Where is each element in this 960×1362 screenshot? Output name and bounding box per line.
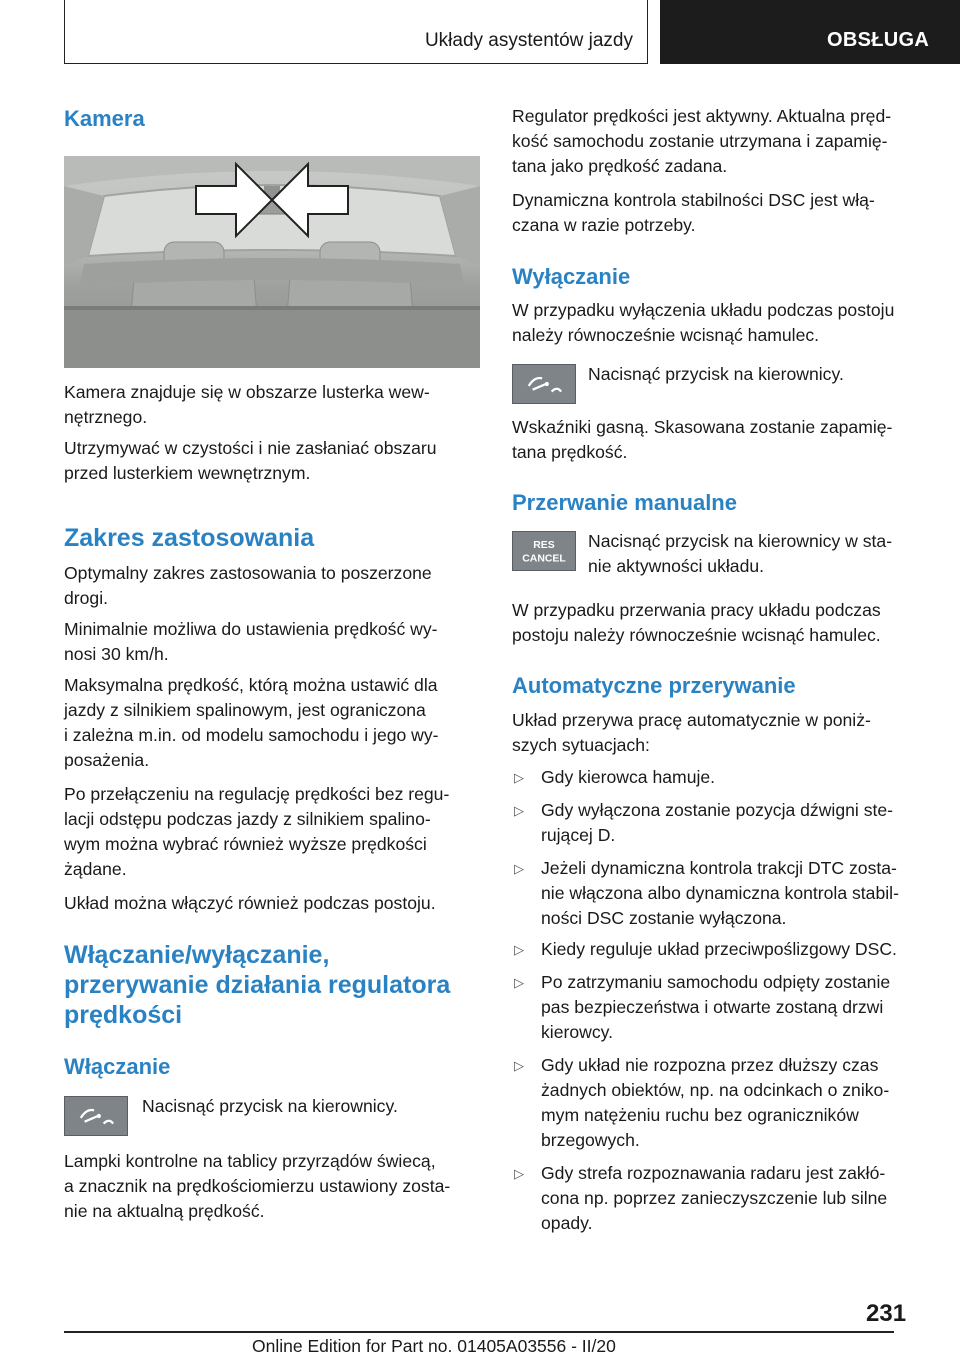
zakres-p1-line-2: drogi. xyxy=(64,588,109,608)
right-p1-line-3: tana jako prędkość zadana. xyxy=(512,156,728,176)
bullet-6-line-2: żadnych obiektów, np. na odcinkach o zniko- xyxy=(541,1080,890,1100)
zakres-p4-line-4: żądane. xyxy=(64,859,127,879)
bullet-7-line-3: opady. xyxy=(541,1213,593,1233)
bullet-5-marker: ▷ xyxy=(514,975,524,990)
kamera-text-2-line-1: Utrzymywać w czystości i nie zasłaniać obszaru xyxy=(64,438,437,458)
bullet-3-line-1: Jeżeli dynamiczna kontrola trakcji DTC zosta- xyxy=(541,858,897,878)
bullet-4-marker: ▷ xyxy=(514,942,524,957)
bullet-1-marker: ▷ xyxy=(514,770,524,785)
wlaczanie-button-text: Nacisnąć przycisk na kierownicy. xyxy=(142,1096,398,1116)
wylaczanie-button-text: Nacisnąć przycisk na kierownicy. xyxy=(588,364,844,384)
zakres-p4-line-3: wym można wybrać również wyższe prędkości xyxy=(64,834,427,854)
right-p2-line-1: Dynamiczna kontrola stabilności DSC jest włą- xyxy=(512,190,875,210)
bullet-3-line-3: ności DSC zostanie wyłączona. xyxy=(541,908,787,928)
wylaczanie-p-line-1: W przypadku wyłączenia układu podczas postoju xyxy=(512,300,895,320)
heading-zakres: Zakres zastosowania xyxy=(64,524,315,552)
heading-wlacz-line-2: przerywanie działania regulatora xyxy=(64,971,451,999)
zakres-p3-line-1: Maksymalna prędkość, którą można ustawić dla xyxy=(64,675,438,695)
bullet-7-line-2: cona np. poprzez zanieczyszczenie lub silne xyxy=(541,1188,888,1208)
speedometer-icon xyxy=(513,365,575,403)
zakres-p4-line-2: lacji odstępu podczas jazdy z silnikiem spalino- xyxy=(64,809,431,829)
right-p1-line-2: kość samochodu zostanie utrzymana i zapamię- xyxy=(512,131,888,151)
bullet-6-line-1: Gdy układ nie rozpozna przez dłuższy czas xyxy=(541,1055,879,1075)
right-p1-line-1: Regulator prędkości jest aktywny. Aktualna pręd- xyxy=(512,106,892,126)
heading-wlacz-line-3: prędkości xyxy=(64,1001,183,1029)
zakres-p2-line-1: Minimalnie możliwa do ustawienia prędkość wy- xyxy=(64,619,438,639)
bullet-2-marker: ▷ xyxy=(514,803,524,818)
bullet-2-line-2: rującej D. xyxy=(541,825,616,845)
car-interior-illustration xyxy=(64,156,480,368)
header-section-box xyxy=(64,0,648,64)
zakres-p4-line-1: Po przełączeniu na regulację prędkości bez regu- xyxy=(64,784,450,804)
heading-wylaczanie: Wyłączanie xyxy=(512,264,631,289)
kamera-text-1-line-1: Kamera znajduje się w obszarze lusterka wew- xyxy=(64,382,430,402)
heading-auto: Automatyczne przerywanie xyxy=(512,673,796,698)
res-label: RES xyxy=(533,540,555,552)
bullet-5-line-3: kierowcy. xyxy=(541,1022,614,1042)
heading-kamera: Kamera xyxy=(64,106,145,131)
bullet-1-line-1: Gdy kierowca hamuje. xyxy=(541,767,716,787)
cruise-off-button-icon xyxy=(512,364,576,404)
bullet-3-marker: ▷ xyxy=(514,861,524,876)
footer-edition: Online Edition for Part no. 01405A03556 - II/20 xyxy=(252,1336,616,1356)
bullet-2-line-1: Gdy wyłączona zostanie pozycja dźwigni ste- xyxy=(541,800,894,820)
zakres-p1-line-1: Optymalny zakres zastosowania to poszerzone xyxy=(64,563,432,583)
przerwanie-btn-text-line-2: nie aktywności układu. xyxy=(588,556,765,576)
bullet-7-line-1: Gdy strefa rozpoznawania radaru jest zakłó- xyxy=(541,1163,886,1183)
heading-wlaczanie: Włączanie xyxy=(64,1054,171,1079)
zakres-p2-line-2: nosi 30 km/h. xyxy=(64,644,169,664)
cancel-label: CANCEL xyxy=(522,553,566,565)
header-chapter-label: OBSŁUGA xyxy=(827,29,930,51)
auto-p-line-1: Układ przerywa pracę automatycznie w poniż- xyxy=(512,710,871,730)
header-section-title: Układy asystentów jazdy xyxy=(424,30,633,51)
bullet-5-line-1: Po zatrzymaniu samochodu odpięty zostanie xyxy=(541,972,891,992)
header-chapter-tab xyxy=(660,0,960,64)
right-p2-line-2: czana w razie potrzeby. xyxy=(512,215,696,235)
wylaczanie-p2-line-1: Wskaźniki gasną. Skasowana zostanie zapamię- xyxy=(512,417,893,437)
bullet-7-marker: ▷ xyxy=(514,1166,524,1181)
speedometer-icon xyxy=(65,1097,127,1135)
cruise-control-button-icon xyxy=(64,1096,128,1136)
bullet-6-line-3: mym natężeniu ruchu bez ograniczników xyxy=(541,1105,859,1125)
footer-rule xyxy=(64,1331,894,1333)
wlaczanie-p-line-2: a znacznik na prędkościomierzu ustawiony zosta- xyxy=(64,1176,451,1196)
wlaczanie-p-line-1: Lampki kontrolne na tablicy przyrządów świecą, xyxy=(64,1151,436,1171)
bullet-6-marker: ▷ xyxy=(514,1058,524,1073)
wlaczanie-p-line-3: nie na aktualną prędkość. xyxy=(64,1201,265,1221)
camera-location-photo xyxy=(64,156,480,368)
zakres-p3-line-2: jazdy z silnikiem spalinowym, jest ograniczona xyxy=(64,700,426,720)
bullet-3-line-2: nie włączona albo dynamiczna kontrola stabil- xyxy=(541,883,899,903)
przerwanie-p-line-1: W przypadku przerwania pracy układu podczas xyxy=(512,600,881,620)
wylaczanie-p-line-2: należy równocześnie wcisnąć hamulec. xyxy=(512,325,820,345)
przerwanie-btn-text-line-1: Nacisnąć przycisk na kierownicy w sta- xyxy=(588,531,893,551)
res-cancel-icon xyxy=(513,532,575,570)
bullet-6-line-4: brzegowych. xyxy=(541,1130,640,1150)
zakres-p5: Układ można włączyć również podczas postoju. xyxy=(64,893,436,913)
res-cancel-button-icon xyxy=(512,531,576,571)
auto-p-line-2: szych sytuacjach: xyxy=(512,735,650,755)
heading-wlacz-line-1: Włączanie/wyłączanie, xyxy=(64,941,330,969)
przerwanie-p-line-2: postoju należy równocześnie wcisnąć hamulec. xyxy=(512,625,881,645)
bullet-5-line-2: pas bezpieczeństwa i otwarte zostaną drzwi xyxy=(541,997,884,1017)
kamera-text-2-line-2: przed lusterkiem wewnętrznym. xyxy=(64,463,311,483)
page-number: 231 xyxy=(866,1300,907,1327)
zakres-p3-line-4: posażenia. xyxy=(64,750,150,770)
bullet-4-line-1: Kiedy reguluje układ przeciwpoślizgowy DSC. xyxy=(541,939,897,959)
zakres-p3-line-3: i zależna m.in. od modelu samochodu i jego wy- xyxy=(64,725,439,745)
heading-przerwanie: Przerwanie manualne xyxy=(512,490,737,515)
wylaczanie-p2-line-2: tana prędkość. xyxy=(512,442,628,462)
kamera-text-1-line-2: nętrznego. xyxy=(64,407,148,427)
